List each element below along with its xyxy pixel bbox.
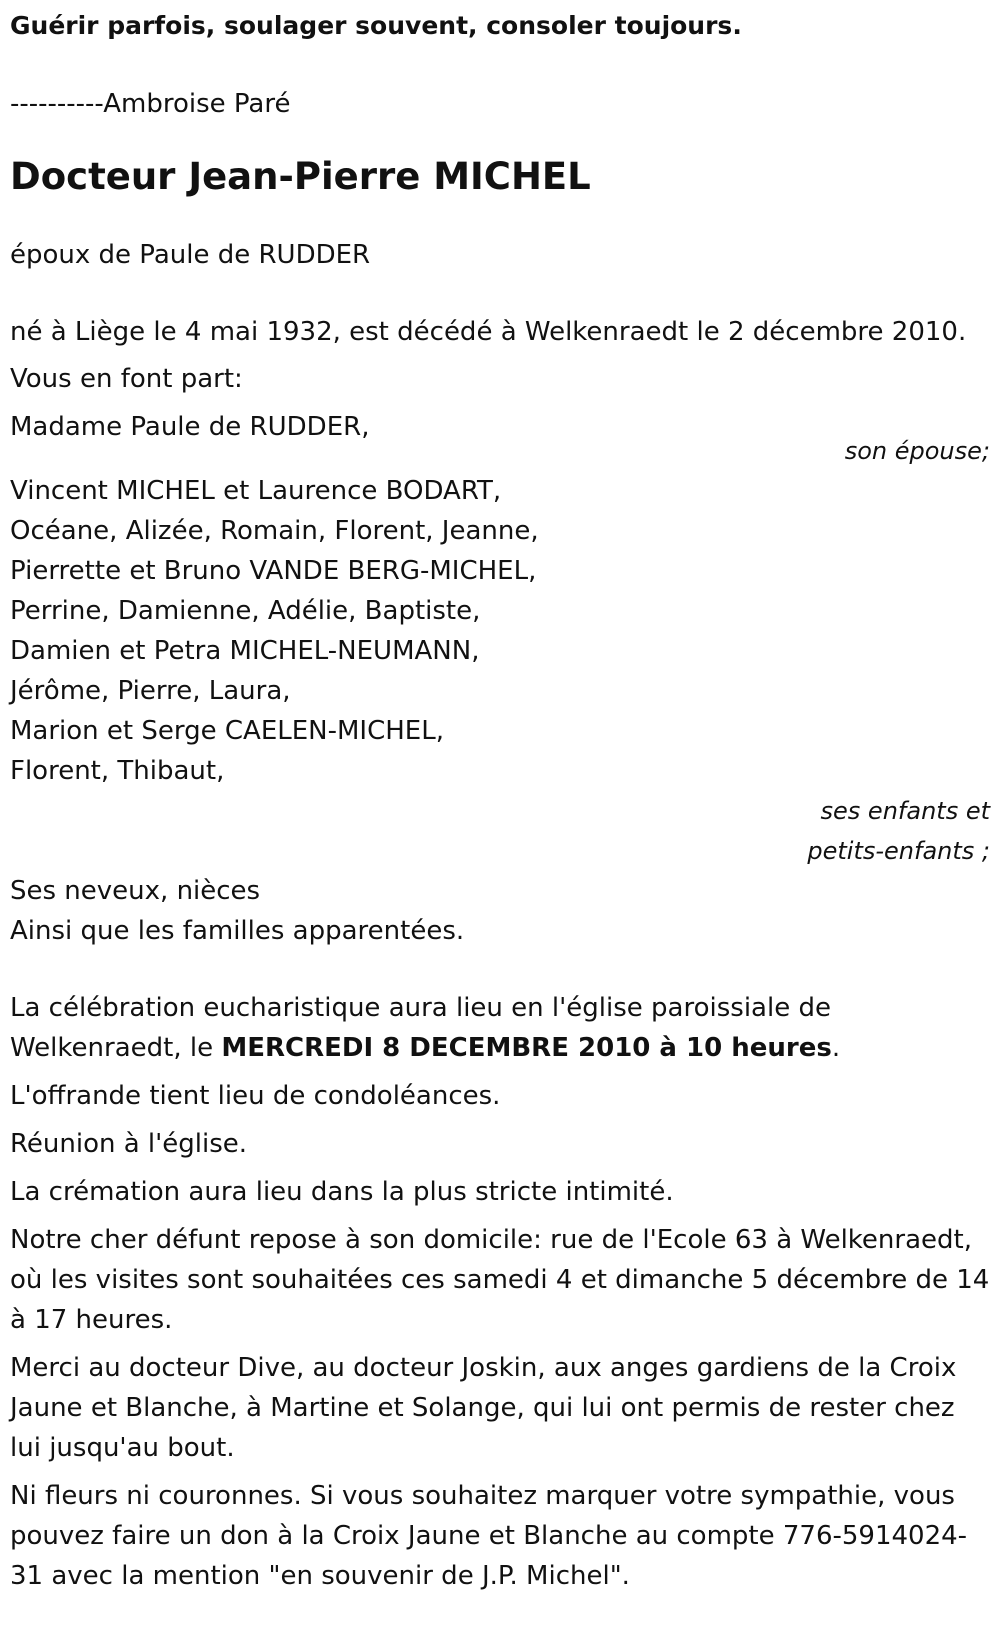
family-line: Perrine, Damienne, Adélie, Baptiste, [10,596,481,626]
meeting-paragraph: Réunion à l'église. [10,1129,248,1159]
relatives-line: Ainsi que les familles apparentées. [10,916,465,946]
family-line: Océane, Alizée, Romain, Florent, Jeanne, [10,516,539,546]
family-list [10,471,990,791]
ceremony-date: MERCREDI 8 DECEMBRE 2010 à 10 heures [221,1033,832,1063]
rest-paragraph: Notre cher défunt repose à son domicile: rue de l'Ecole 63 à Welkenraedt, où les visites sont souhaitées ces samedi 4 et dimanche 5 décembre de 14 à 17 heures. [10,1225,990,1335]
offering-paragraph: L'offrande tient lieu de condoléances. [10,1081,501,1111]
children-role [10,791,990,871]
children-role-line: ses enfants et [820,797,990,825]
family-line: Vincent MICHEL et Laurence BODART, [10,476,502,506]
spouse-name: Madame Paule de RUDDER, [10,412,370,442]
family-line: Florent, Thibaut, [10,756,225,786]
family-line: Jérôme, Pierre, Laura, [10,676,291,706]
birth-death-line: né à Liège le 4 mai 1932, est décédé à Welkenraedt le 2 décembre 2010. [10,317,967,347]
deceased-name: Docteur Jean-Pierre MICHEL [10,155,591,198]
relatives-line: Ses neveux, nièces [10,876,261,906]
ceremony-paragraph [10,988,990,1068]
ceremony-end: . [831,1033,841,1063]
ceremony-text: La célébration eucharistique aura lieu en l'église paroissiale de Welkenraedt, le [10,993,831,1063]
thanks-paragraph: Merci au docteur Dive, au docteur Joskin, aux anges gardiens de la Croix Jaune et Blanche, à Martine et Solange, qui lui ont permis de rester chez lui jusqu'au bout. [10,1353,957,1463]
relatives-block [10,871,990,951]
family-line: Marion et Serge CAELEN-MICHEL, [10,716,444,746]
cremation-paragraph: La crémation aura lieu dans la plus stricte intimité. [10,1177,674,1207]
flowers-paragraph: Ni fleurs ni couronnes. Si vous souhaitez marquer votre sympathie, vous pouvez faire un don à la Croix Jaune et Blanche au compte 776-5914024-31 avec la mention "en souvenir de J.P. Michel". [10,1481,968,1591]
spouse-role: son épouse; [844,437,990,465]
family-line: Pierrette et Bruno VANDE BERG-MICHEL, [10,556,537,586]
epigraph-quote: Guérir parfois, soulager souvent, consoler toujours. [10,11,742,40]
spouse-of-line: époux de Paule de RUDDER [10,240,371,270]
children-role-line: petits-enfants ; [807,837,990,865]
family-line: Damien et Petra MICHEL-NEUMANN, [10,636,480,666]
announce-line: Vous en font part: [10,364,243,394]
epigraph-author: ----------Ambroise Paré [10,89,291,119]
